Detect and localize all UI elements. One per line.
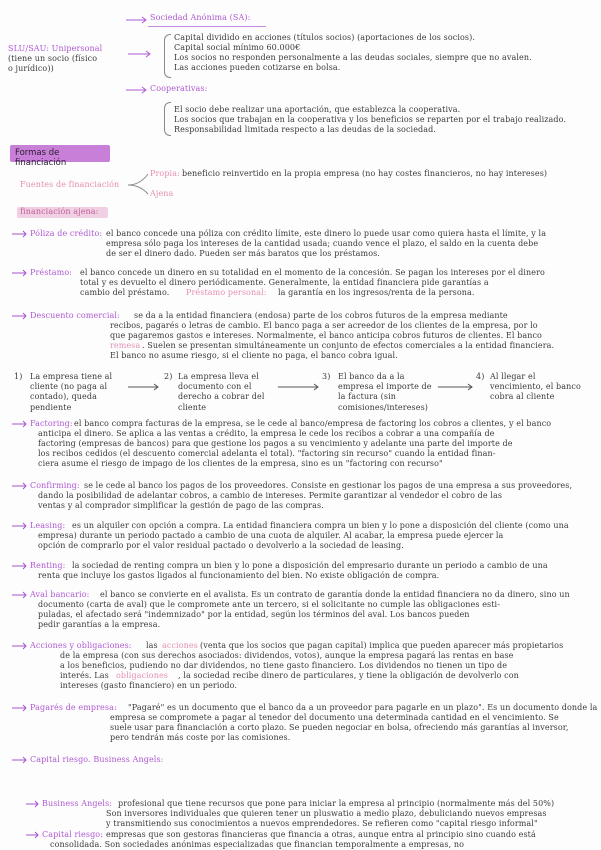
sa-item: Capital dividido en acciones (títulos socios) (aportaciones de los socios). xyxy=(174,33,475,42)
factoring-label: Factoring: xyxy=(30,419,73,428)
acciones-highlight: obligaciones xyxy=(116,671,168,680)
ajena-label: Ajena xyxy=(150,189,174,198)
renting-text: renta que incluye los gastos ligados al funcionamiento del bien. No existe obligación de compra. xyxy=(38,571,440,580)
confirming-label: Confirming: xyxy=(30,481,80,490)
ajena-chip-label: financiación ajena: xyxy=(20,207,99,216)
angels-label: Business Angels: xyxy=(42,799,113,808)
propia-label: Propia: xyxy=(150,169,180,178)
pagares-text: "Pagaré" es un documento que el banco da a un proveedor para pagarle en un plazo". Es un documento donde la xyxy=(128,703,598,712)
poliza-text: empresa sólo paga los intereses de la cantidad usada; cuando vence el plazo, el saldo en la cuenta debe xyxy=(106,239,539,248)
prestamo-text: cambio del préstamo. xyxy=(80,288,170,297)
aval-text: puladas, el afectado será "indemnizado" por la entidad, según los términos del aval. Los bancos pueden xyxy=(38,610,470,619)
flow-num: 4) xyxy=(476,372,485,381)
descuento-text: se da a la entidad financiera (endosa) parte de los cobros futuros de la empresa mediante xyxy=(134,311,508,320)
sa-item: Las acciones pueden cotizarse en bolsa. xyxy=(174,63,341,72)
acciones-text: a los beneficios, pudiendo no dar dividendos, no tiene gasto financiero. Los dividendos no tienen un tipo de xyxy=(60,661,508,670)
descuento-text: El banco no asume riesgo, si el cliente no paga, el banco cobra igual. xyxy=(110,351,398,360)
poliza-text: de ser el dinero dado. Pueden ser más baratos que los préstamos. xyxy=(106,249,380,258)
prestamo-personal: Préstamo personal: xyxy=(186,288,267,297)
capital-title: Capital riesgo. Business Angels: xyxy=(30,755,164,764)
leasing-text: empresa) durante un periodo pactado a cambio de una cuota de alquiler. Al acabar, la empresa puede ejercer la xyxy=(38,531,504,540)
angels-text: y transmitiendo sus conocimientos a nuevos emprendedores. Se refieren como "capital riesgo informal" xyxy=(106,819,538,828)
arrow-propia-icon xyxy=(128,174,148,185)
confirming-text: dando la posibilidad de adelantar cobros, a cambio de intereses. Permite garantizar al vendedor el cobro de las xyxy=(38,491,503,500)
flow-num: 1) xyxy=(14,372,23,381)
slu-note: (tiene un socio (físico xyxy=(8,54,98,63)
sa-item: Los socios no responden personalmente a las deudas sociales, siempre que no avalen. xyxy=(174,53,532,62)
descuento-label: Descuento comercial: xyxy=(30,311,120,320)
coop-item: Los socios que trabajan en la cooperativa y los beneficios se reparten por el trabajo realizado. xyxy=(174,115,567,124)
pagares-text: suele usar para financiación a corto plazo. Se pueden negociar en bolsa, ofreciendo más garantías al inversor, xyxy=(110,723,569,732)
acciones-text: (venta que los socios que pagan capital) implica que pueden aparecer más propietarios xyxy=(200,641,564,650)
prestamo-text: total y es devuelto el dinero periódicamente. Generalmente, la entidad financiera pide garantías a xyxy=(80,278,489,287)
angels-text: profesional que tiene recursos que pone para iniciar la empresa al principio (normalmente más del 50%) xyxy=(118,799,555,808)
leasing-text: es un alquiler con opción a compra. La entidad financiera compra un bien y lo pone a disposición del cliente (como una xyxy=(72,521,569,530)
sa-underline xyxy=(148,26,266,27)
flow-step: El banco da a la empresa el importe de la factura (sin comisiones/intereses) xyxy=(338,372,432,412)
pagares-text: empresa se compromete a pagar al tenedor del documento una determinada cantidad en el vencimiento. Se xyxy=(110,713,559,722)
sa-title: Sociedad Anónima (SA): xyxy=(150,13,251,22)
confirming-text: se le cede al banco los pagos de los proveedores. Consiste en gestionar los pagos de una empresa a sus proveedores, xyxy=(84,481,573,490)
capital-label: Capital riesgo: xyxy=(42,830,104,839)
aval-label: Aval bancario: xyxy=(30,590,90,599)
capital-text: empresas que son gestoras financieras que financia a otras, aunque entra al principio sino cuando está xyxy=(106,830,536,839)
confirming-text: ventas y al comprador simplificar la gestión de pago de las compras. xyxy=(38,501,324,510)
prestamo-label: Préstamo: xyxy=(30,268,73,277)
propia-text: beneficio reinvertido en la propia empresa (no hay costes financieros, no hay intereses) xyxy=(182,169,548,178)
sa-brace xyxy=(164,34,171,78)
acciones-text: las xyxy=(146,641,158,650)
poliza-text: el banco concede una póliza con crédito límite, este dinero lo puede usar como quiera hasta el límite, y la xyxy=(106,229,547,238)
flow-step: La empresa lleva el documento con el derecho a cobrar del cliente xyxy=(178,372,265,412)
descuento-remesa: remesa xyxy=(110,341,141,350)
acciones-text: intereses (gasto financiero) en un periodo. xyxy=(60,681,238,690)
pagares-label: Pagarés de empresa: xyxy=(30,703,117,712)
coop-title: Cooperativas: xyxy=(150,84,208,93)
acciones-label: Acciones y obligaciones: xyxy=(30,641,132,650)
flow-num: 2) xyxy=(164,372,173,381)
factoring-text: factoring (empresas de bancos) para que gestione los pagos a su vencimiento y adelante una parte del importe de xyxy=(38,439,513,448)
flow-step: La empresa tiene al cliente (no paga al contado), queda pendiente xyxy=(30,372,113,412)
factoring-text: anticipa el dinero. Se aplica a las ventas a crédito, la empresa le cede los recibos a cobrar a una compañía de xyxy=(38,429,495,438)
coop-item: El socio debe realizar una aportación, que establezca la cooperativa. xyxy=(174,105,461,114)
entry-arrows xyxy=(12,231,38,838)
section-badge xyxy=(10,145,110,168)
fuentes-label: Fuentes de financiación xyxy=(20,180,120,189)
capital-text: consolidada. Son sociedades anónimas especializadas que financian temporalmente a empresas, no xyxy=(50,840,465,849)
angels-text: Son inversores individuales que quieren tener un pluswatio a medio plazo, debuliciando nuevos empresas xyxy=(106,809,547,818)
aval-text: documento (carta de aval) que le compromete ante un tercero, si el solicitante no cumple las obligaciones esti- xyxy=(38,600,501,609)
pagares-text: pero tendrán más coste por las comisiones. xyxy=(110,733,291,742)
descuento-text: . Suelen se presentan simultáneamente un conjunto de efectos comerciales a la entidad financiera. xyxy=(142,341,555,350)
coop-item: Responsabilidad limitada respecto a las deudas de la sociedad. xyxy=(174,125,436,134)
renting-label: Renting: xyxy=(30,561,66,570)
aval-text: pedir garantías a la empresa. xyxy=(38,620,161,629)
poliza-label: Póliza de crédito: xyxy=(30,229,103,238)
coop-brace xyxy=(164,102,171,136)
flow-step: Al llegar el vencimiento, el banco cobra al cliente xyxy=(490,372,581,402)
leasing-text: opción de comprarlo por el valor residual pactado o devolverlo a la sociedad de leasing. xyxy=(38,541,404,550)
arrow-ajena-icon xyxy=(128,185,148,194)
slu-title: SLU/SAU: Unipersonal xyxy=(8,44,103,53)
factoring-text: el banco compra facturas de la empresa, se le cede al banco/empresa de factoring los cobros a clientes, y el banco xyxy=(74,419,552,428)
descuento-text: que pagaremos gastos e intereses. Normalmente, el banco anticipa cobros futuros de clientes. El banco xyxy=(110,331,542,340)
acciones-text: de la empresa (con sus derechos asociados: dividendos, votos), aunque la empresa pagará las rentas en base xyxy=(60,651,514,660)
leasing-label: Leasing: xyxy=(30,521,66,530)
prestamo-text: la garantía en los ingresos/renta de la persona. xyxy=(278,288,475,297)
acciones-text: interés. Las xyxy=(60,671,109,680)
descuento-text: recibos, pagarés o letras de cambio. El banco paga a ser acreedor de los clientes de la empresa, por lo xyxy=(110,321,538,330)
sa-item: Capital social mínimo 60.000€ xyxy=(174,43,301,52)
prestamo-text: el banco concede un dinero en su totalidad en el momento de la concesión. Se pagan los intereses por el dinero xyxy=(80,268,545,277)
acciones-text: , la sociedad recibe dinero de particulares, y tiene la obligación de devolverlo con xyxy=(178,671,519,680)
slu-note: o jurídico)) xyxy=(8,64,54,73)
acciones-highlight: acciones xyxy=(162,641,198,650)
flow-num: 3) xyxy=(322,372,331,381)
factoring-text: los recibos cedidos (el descuento comercial adelanta el total). "factoring sin recurso" cuando la entidad finan- xyxy=(38,449,496,458)
renting-text: la sociedad de renting compra un bien y lo pone a disposición del empresario durante un periodo a cambio de una xyxy=(72,561,548,570)
factoring-text: ciera asume el riesgo de impago de los clientes de la empresa, sino es un "factoring con recurso" xyxy=(38,459,443,468)
aval-text: el banco se convierte en el avalista. Es un contrato de garantía donde la entidad financiera no da dinero, sino un xyxy=(100,590,570,599)
section-badge-label: Formas de financiación xyxy=(15,148,67,168)
